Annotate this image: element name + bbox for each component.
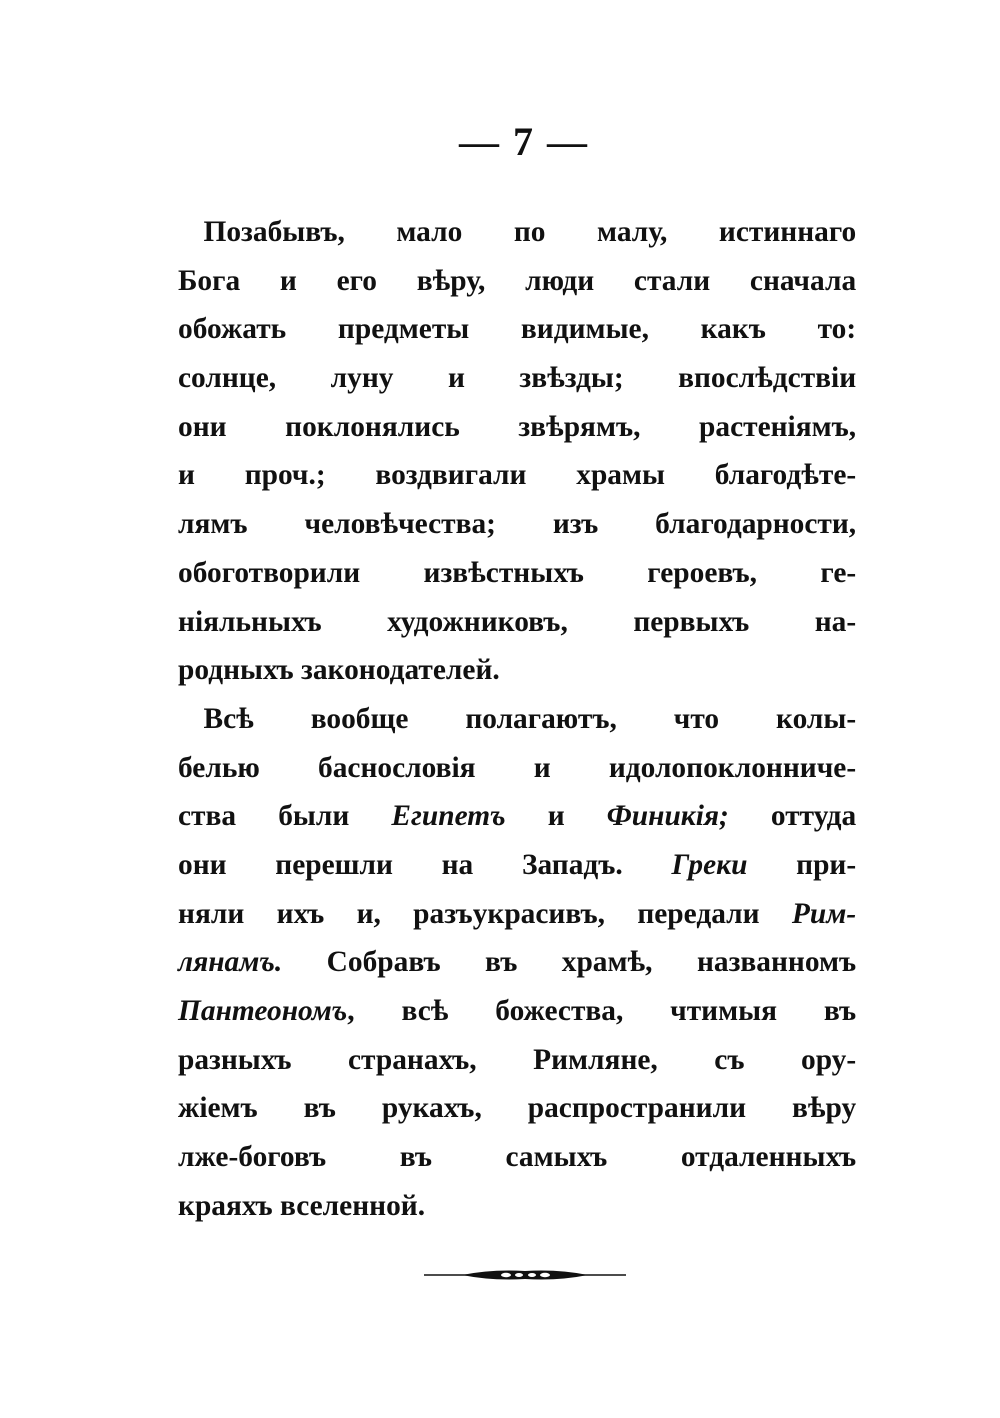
text-segment: лже-боговъ въ самыхъ отдаленныхъ: [178, 1140, 857, 1174]
text-line: [178, 1182, 856, 1231]
italic-term: Рим-: [791, 896, 857, 930]
text-segment: белью баснословія и идолопоклонниче-: [178, 750, 857, 784]
text-segment: они поклонялись звѣрямъ, растеніямъ,: [178, 409, 857, 443]
text-line: [178, 744, 856, 793]
text-segment: и проч.; воздвигали храмы благодѣте-: [178, 458, 857, 492]
text-line: [178, 987, 856, 1036]
text-line: [178, 695, 856, 744]
text-line: [178, 500, 856, 549]
text-line: [178, 208, 856, 257]
italic-term: Греки: [671, 847, 748, 881]
text-segment: разныхъ странахъ, Римляне, съ ору-: [178, 1042, 857, 1076]
text-segment: обожать предметы видимые, какъ то:: [178, 312, 857, 346]
text-segment: , всѣ божества, чтимыя въ: [347, 994, 857, 1027]
italic-term: Финикія;: [606, 799, 729, 833]
text-segment: обоготворили извѣстныхъ героевъ, ге-: [178, 555, 857, 589]
text-line: [178, 841, 856, 890]
text-line: [178, 1036, 856, 1085]
text-line: [178, 890, 856, 939]
text-line: [178, 938, 856, 987]
text-segment: жіемъ въ рукахъ, распространили вѣру: [178, 1091, 857, 1125]
text-segment: няли ихъ и, разъукрасивъ, передали: [178, 896, 792, 930]
body-text: [178, 208, 870, 1230]
text-line: [178, 1084, 856, 1133]
text-segment: Всѣ вообще полагаютъ, что колы-: [203, 701, 857, 735]
text-line: [178, 549, 856, 598]
text-segment: при-: [747, 847, 857, 881]
text-segment: краяхъ вселенной.: [178, 1188, 426, 1222]
text-segment: и: [505, 799, 607, 833]
text-segment: Собравъ въ храмѣ, названномъ: [282, 945, 857, 979]
text-segment: Бога и его вѣру, люди стали сначала: [178, 263, 857, 297]
text-segment: солнце, луну и звѣзды; впослѣдствіи: [178, 361, 857, 395]
text-segment: родныхъ законодателей.: [178, 653, 500, 687]
text-segment: лямъ человѣчества; изъ благодарности,: [178, 507, 857, 541]
text-line: [178, 451, 856, 500]
text-segment: Позабывъ, мало по малу, истиннаго: [203, 215, 857, 248]
text-line: [178, 305, 856, 354]
text-segment: ства были: [178, 799, 392, 833]
text-line: [178, 792, 856, 841]
italic-term: лянамъ.: [178, 945, 283, 979]
text-segment: оттуда: [728, 799, 857, 833]
italic-term: Египетъ: [391, 799, 506, 833]
text-line: [178, 257, 856, 306]
text-line: [178, 646, 856, 695]
text-line: [178, 598, 856, 647]
page-number: — 7 —: [459, 119, 589, 164]
text-line: [178, 354, 856, 403]
text-line: [178, 1133, 856, 1182]
text-line: [178, 403, 856, 452]
italic-term: Пантеономъ: [178, 994, 348, 1027]
text-segment: они перешли на Западъ.: [178, 847, 672, 881]
text-segment: ніяльныхъ художниковъ, первыхъ на-: [178, 604, 857, 638]
ornament-divider-icon: [422, 1268, 628, 1282]
